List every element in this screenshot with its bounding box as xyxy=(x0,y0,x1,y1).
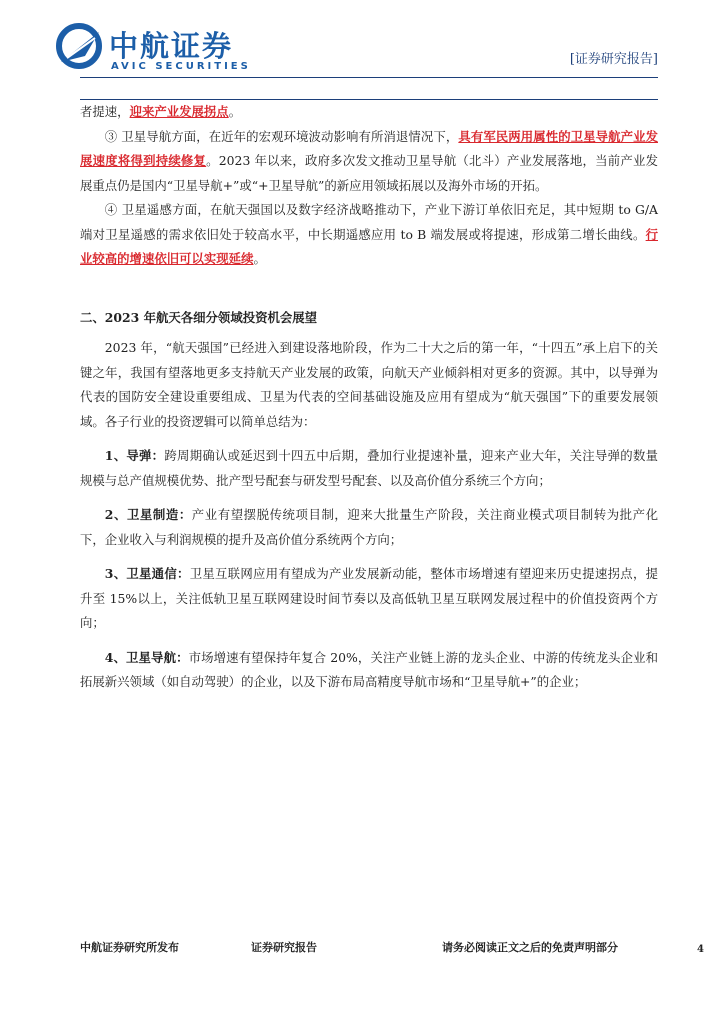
list-item-satellite-manufacturing: 2、卫星制造：产业有望摆脱传统项目制，迎来大批量生产阶段，关注商业模式项目制转为批产化下，企业收入与利润规模的提升及高价值分系统两个方向； xyxy=(80,507,659,547)
paragraph-overview: 2023 年，“航天强国”已经进入到建设落地阶段，作为二十大之后的第一年，“十四五”承上启下的关键之年，我国有望落地更多支持航天产业发展的政策，向航天产业倾斜相对更多的资源。其中，以导弹为代表的国防安全建设重要组成、卫星为代表的空间基础设施及应用有望成为“航天强国”下的重要发展领域。各子行业的投资逻辑可以简单总结为： xyxy=(80,340,658,429)
page-number: 4 xyxy=(697,944,704,955)
avic-emblem-icon xyxy=(55,22,105,78)
paragraph-satellite-navigation: ③ 卫星导航方面，在近年的宏观环境波动影响有所消退情况下，具有军民两用属性的卫星导航产业发展速度将得到持续修复。2023 年以来，政府多次发文推动卫星导航（北斗）产业发展落地，当前产业发展重点仍是国内“卫星导航+”或“+卫星导航”的新应用领域拓展以及海外市场的开拓。 xyxy=(80,128,658,193)
footer-publisher: 中航证券研究所发布 xyxy=(80,941,179,954)
highlight-text: 具有军民两用属性的卫星导航产业发展速度将得到持续修复 xyxy=(80,128,658,168)
report-body xyxy=(80,100,658,695)
header-divider xyxy=(80,77,658,78)
footer-disclaimer: 请务必阅读正文之后的免责声明部分 xyxy=(442,941,618,954)
page-header xyxy=(0,0,724,104)
paragraph-continuation: 者提速，迎来产业发展拐点。 xyxy=(80,104,242,119)
paragraph-remote-sensing: ④ 卫星遥感方面，在航天强国以及数字经济战略推动下，产业下游订单依旧充足，其中短期 to G/A 端对卫星遥感的需求依旧处于较高水平，中长期遥感应用 to B 端发展或将提速，形成第二增长曲线。行业较高的增速依旧可以实现延续。 xyxy=(80,202,658,266)
logo-english-text: AVIC SECURITIES xyxy=(111,61,251,72)
footer-report-type: 证券研究报告 xyxy=(251,941,317,954)
report-type-tag: [证券研究报告] xyxy=(569,52,658,67)
avic-logo xyxy=(55,22,285,82)
section-title: 二、2023 年航天各细分领域投资机会展望 xyxy=(80,309,318,325)
list-item-missile: 1、导弹：跨周期确认或延迟到十四五中后期，叠加行业提速补量，迎来产业大年，关注导弹的数量规模与总产值规模优势、批产型号配套与研发型号配套、以及高价值分系统三个方向； xyxy=(80,448,659,488)
list-item-satellite-communication: 3、卫星通信：卫星互联网应用有望成为产业发展新动能，整体市场增速有望迎来历史提速拐点，提升至 15%以上，关注低轨卫星互联网建设时间节奏以及高低轨卫星互联网发展过程中的价值投资两个方向； xyxy=(80,566,659,630)
logo-chinese-text: 中航证券 xyxy=(109,29,234,63)
list-item-satellite-navigation: 4、卫星导航：市场增速有望保持年复合 20%，关注产业链上游的龙头企业、中游的传统龙头企业和拓展新兴领域（如自动驾驶）的企业，以及下游布局高精度导航市场和“卫星导航+”的企业； xyxy=(80,649,658,689)
highlight-text: 行业较高的增速依旧可以实现延续 xyxy=(80,226,658,266)
highlight-text: 迎来产业发展拐点 xyxy=(129,104,229,119)
